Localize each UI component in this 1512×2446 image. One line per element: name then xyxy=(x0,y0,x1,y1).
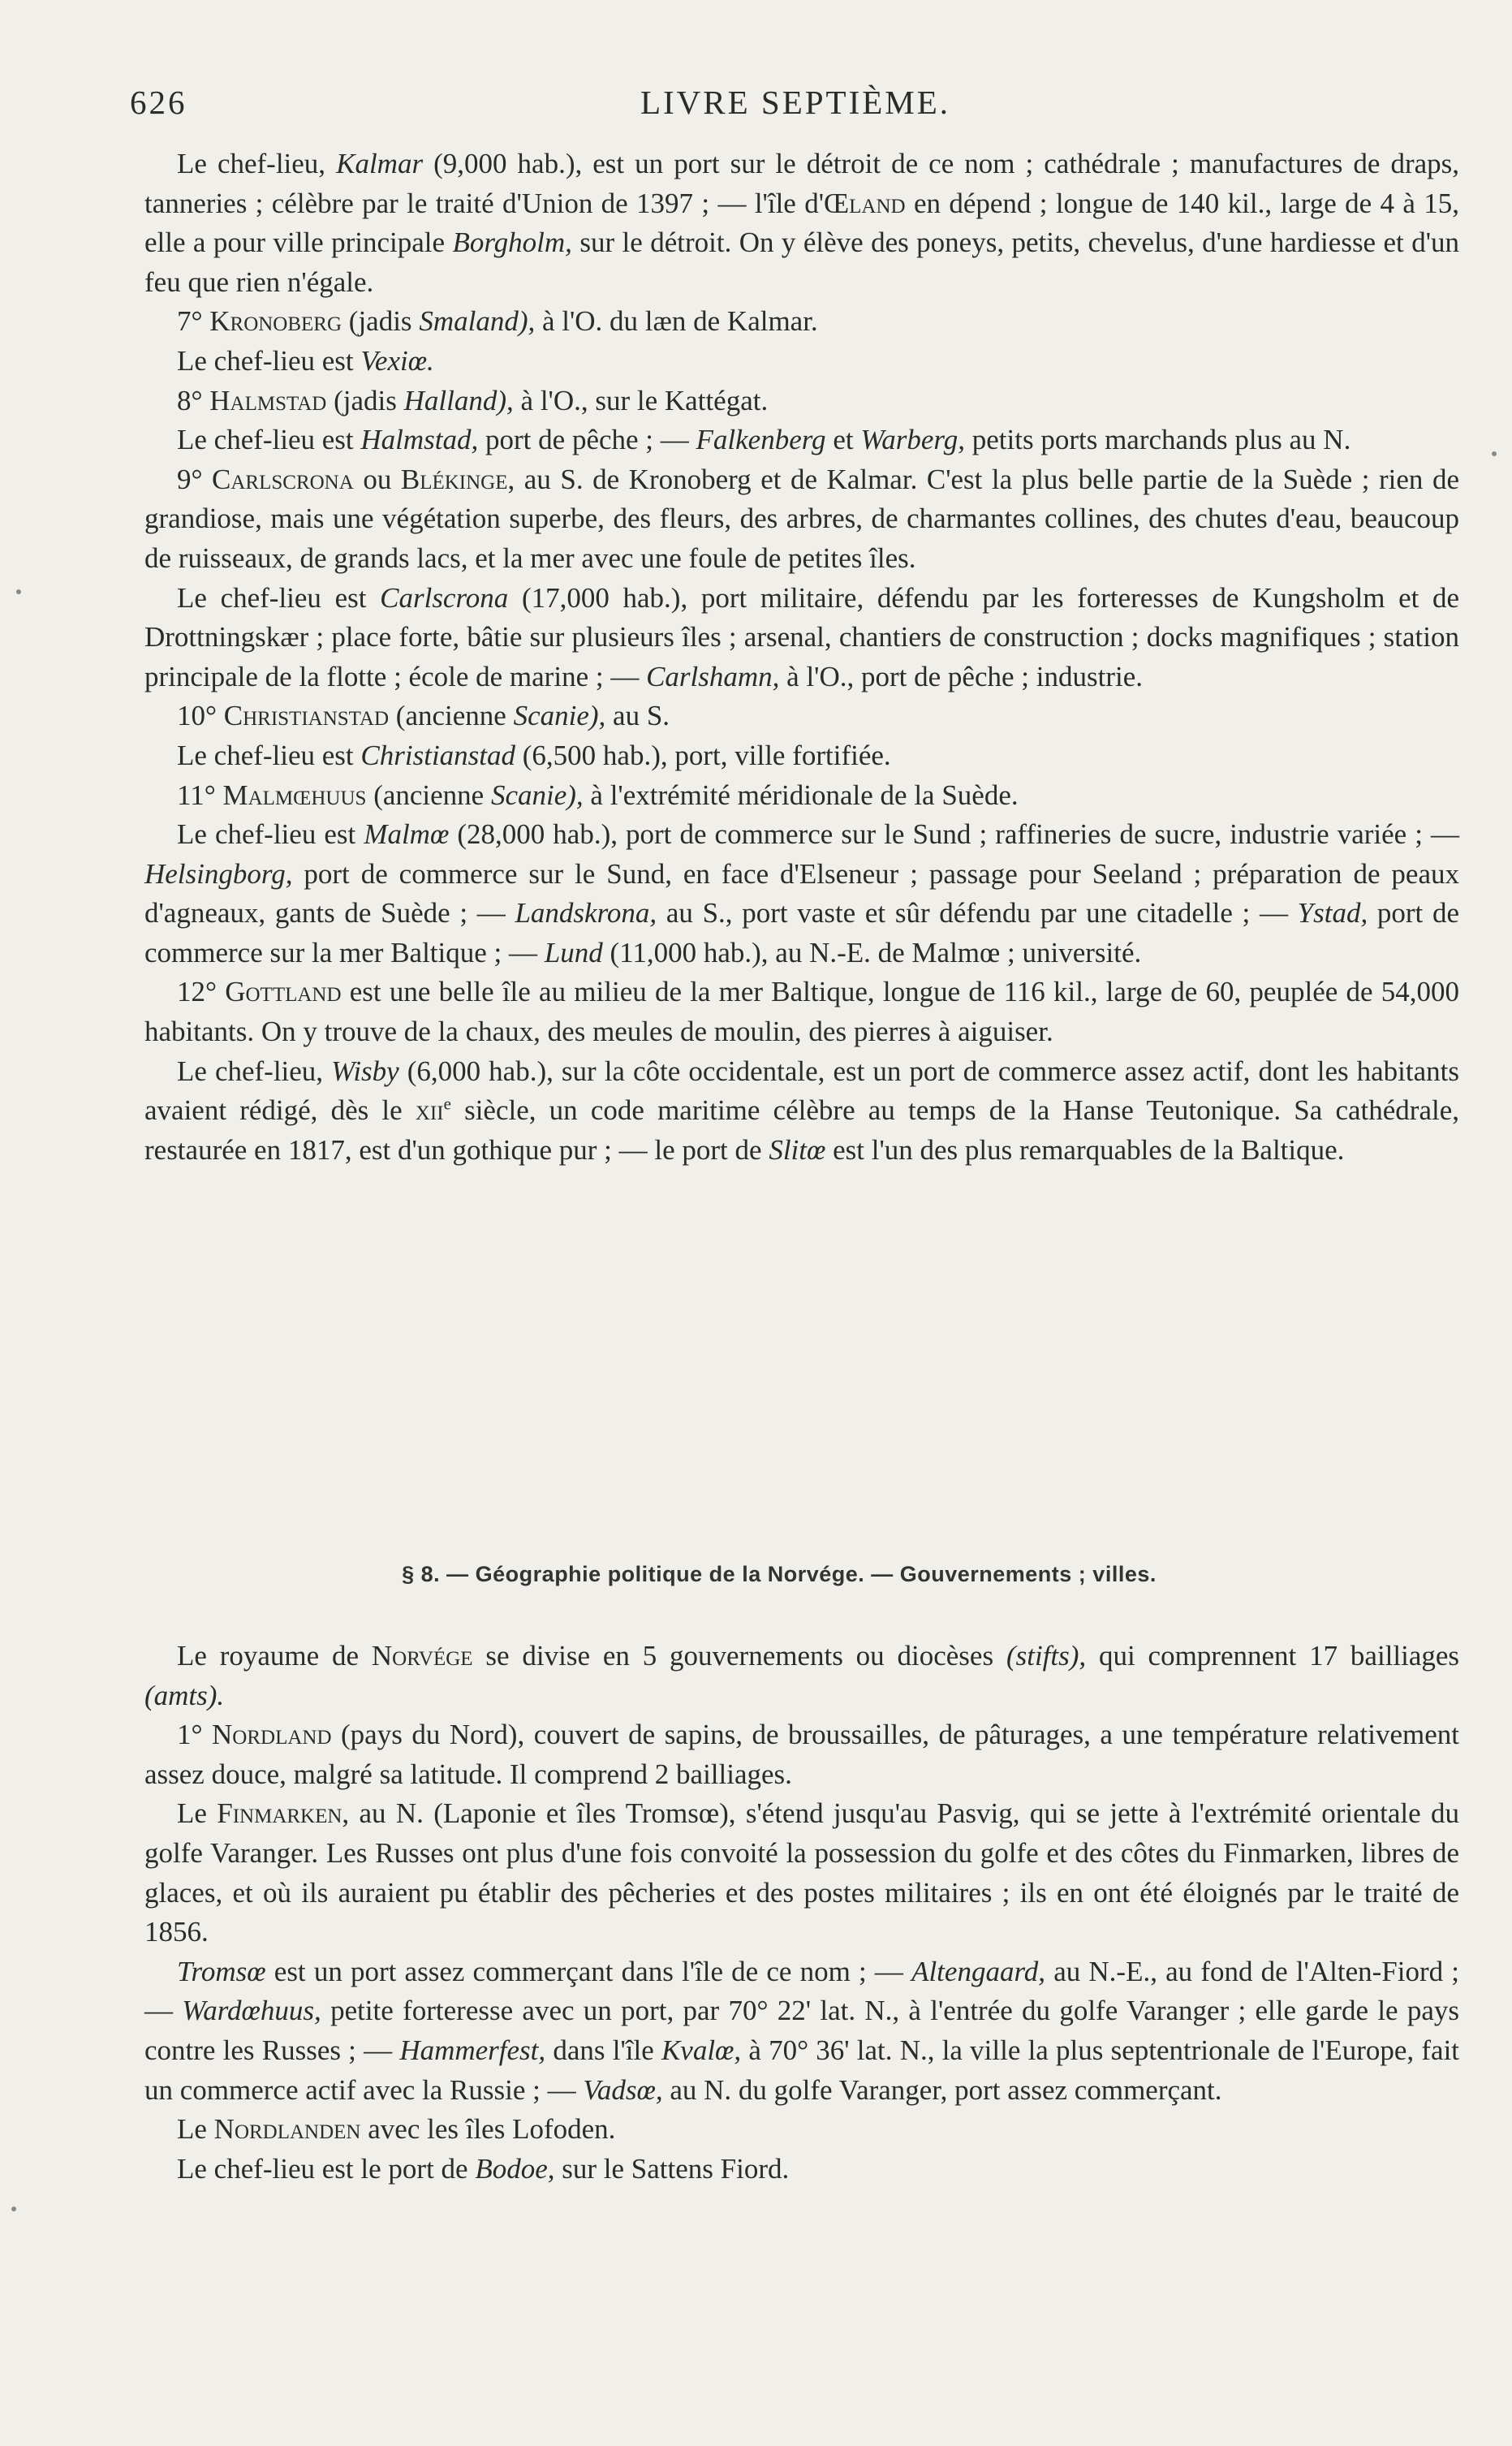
scan-speck xyxy=(16,589,21,594)
paragraph-malmoehuus-capital: Le chef-lieu est Malmœ (28,000 hab.), port de commerce sur le Sund ; raffineries de sucre, industrie variée ; — Helsingborg, port de commerce sur le Sund, en face d'Elseneur ; passage pour Seeland ; préparation de peaux d'agneaux, gants de Suède ; — Landskrona, au S., port vaste et sûr défendu par une citadelle ; — Ystad, port de commerce sur la mer Baltique ; — Lund (11,000 hab.), au N.-E. de Malmœ ; université. xyxy=(144,818,1459,968)
paragraph-carlscrona-capital: Le chef-lieu est Carlscrona (17,000 hab.), port militaire, défendu par les forteresses de Kungsholm et de Drottningskær ; place forte, bâtie sur plusieurs îles ; arsenal, chantiers de construction ; docks magnifiques ; station principale de la flotte ; école de marine ; — Carlshamn, à l'O., port de pêche ; industrie. xyxy=(144,581,1460,692)
paragraph-kronoberg: 7° Kronoberg (jadis Smaland), à l'O. du læn de Kalmar. xyxy=(177,305,818,338)
paragraph-tromsoe: Tromsœ est un port assez commerçant dans l'île de ce nom ; — Altengaard, au N.-E., au fond de l'Alten-Fiord ; — Wardœhuus, petite forteresse avec un port, par 70° 22' lat. N., à l'entrée du golfe Varanger ; elle garde le pays contre les Russes ; — Hammerfest, dans l'île Kvalœ, à 70° 36' lat. N., la ville la plus septentrionale de l'Europe, fait un commerce actif avec la Russie ; — Vadsœ, au N. du golfe Varanger, port assez commerçant. xyxy=(144,1955,1460,2106)
paragraph-halmstad-capital: Le chef-lieu est Halmstad, port de pêche ; — Falkenberg et Warberg, petits ports marchands plus au N. xyxy=(177,424,1351,456)
norway-text xyxy=(144,1637,1459,2189)
paragraph-gottland: 12° Gottland est une belle île au milieu de la mer Baltique, longue de 116 kil., large de 60, peuplée de 54,000 habitants. On y trouve de la chaux, des meules de moulin, des pierres à aiguiser. xyxy=(144,976,1459,1048)
page-number: 626 xyxy=(130,84,187,121)
section-heading: § 8. — Géographie politique de la Norvége. — Gouvernements ; villes. xyxy=(402,1562,1157,1586)
paragraph-malmoehuus: 11° Malmœhuus (ancienne Scanie), à l'extrémité méridionale de la Suède. xyxy=(177,779,1019,811)
paragraph-norway-intro: Le royaume de Norvége se divise en 5 gouvernements ou diocèses (stifts), qui comprennent 17 bailliages (amts). xyxy=(144,1640,1460,1711)
paragraph-kalmar: Le chef-lieu, Kalmar (9,000 hab.), est un port sur le détroit de ce nom ; cathédrale ; manufactures de draps, tanneries ; célèbre par le traité d'Union de 1397 ; — l'île d'Œland en dépend ; longue de 140 kil., large de 4 à 15, elle a pour ville principale Borgholm, sur le détroit. On y élève des poneys, petits, chevelus, d'une hardiesse et d'un feu que rien n'égale. xyxy=(144,148,1459,298)
paragraph-nordland: 1° Nordland (pays du Nord), couvert de sapins, de broussailles, de pâturages, a une température relativement assez douce, malgré sa latitude. Il comprend 2 bailliages. xyxy=(144,1719,1460,1790)
paragraph-bodoe: Le chef-lieu est le port de Bodoe, sur le Sattens Fiord. xyxy=(177,2152,790,2185)
sweden-text xyxy=(144,145,1459,1170)
paragraph-finmarken: Le Finmarken, au N. (Laponie et îles Tromsœ), s'étend jusqu'au Pasvig, qui se jette à l'extrémité orientale du golfe Varanger. Les Russes ont plus d'une fois convoité la possession du golfe et des côtes du Finmarken, libres de glaces, et où ils auraient pu établir des pêcheries et des postes militaires ; ils en ont été éloignés par le traité de 1856. xyxy=(144,1797,1460,1948)
scan-speck xyxy=(11,2207,16,2211)
paragraph-carlscrona: 9° Carlscrona ou Blékinge, au S. de Kronoberg et de Kalmar. C'est la plus belle partie de la Suède ; rien de grandiose, mais une végétation superbe, des fleurs, des arbres, de charmantes collines, des chutes d'eau, beaucoup de ruisseaux, de grands lacs, et la mer avec une foule de petites îles. xyxy=(144,463,1459,574)
running-title: LIVRE SEPTIÈME. xyxy=(640,84,951,121)
paragraph-nordlanden: Le Nordlanden avec les îles Lofoden. xyxy=(177,2113,616,2146)
paragraph-christianstad-capital: Le chef-lieu est Christianstad (6,500 hab.), port, ville fortifiée. xyxy=(177,739,891,771)
paragraph-kronoberg-capital: Le chef-lieu est Vexiœ. xyxy=(177,344,434,377)
paragraph-gottland-capital: Le chef-lieu, Wisby (6,000 hab.), sur la côte occidentale, est un port de commerce assez actif, dont les habitants avaient rédigé, dès le xii$^e$ siècle, un code maritime célèbre au temps de la Hanse Teutonique. Sa cathédrale, restaurée en 1817, est d'un gothique pur ; — le port de Slitœ est l'un des plus remarquables de la Baltique. xyxy=(144,1055,1459,1166)
paragraph-halmstad: 8° Halmstad (jadis Halland), à l'O., sur le Kattégat. xyxy=(177,384,769,416)
scan-speck xyxy=(1492,451,1497,456)
running-head xyxy=(130,83,1461,123)
paragraph-christianstad: 10° Christianstad (ancienne Scanie), au S. xyxy=(177,700,670,732)
